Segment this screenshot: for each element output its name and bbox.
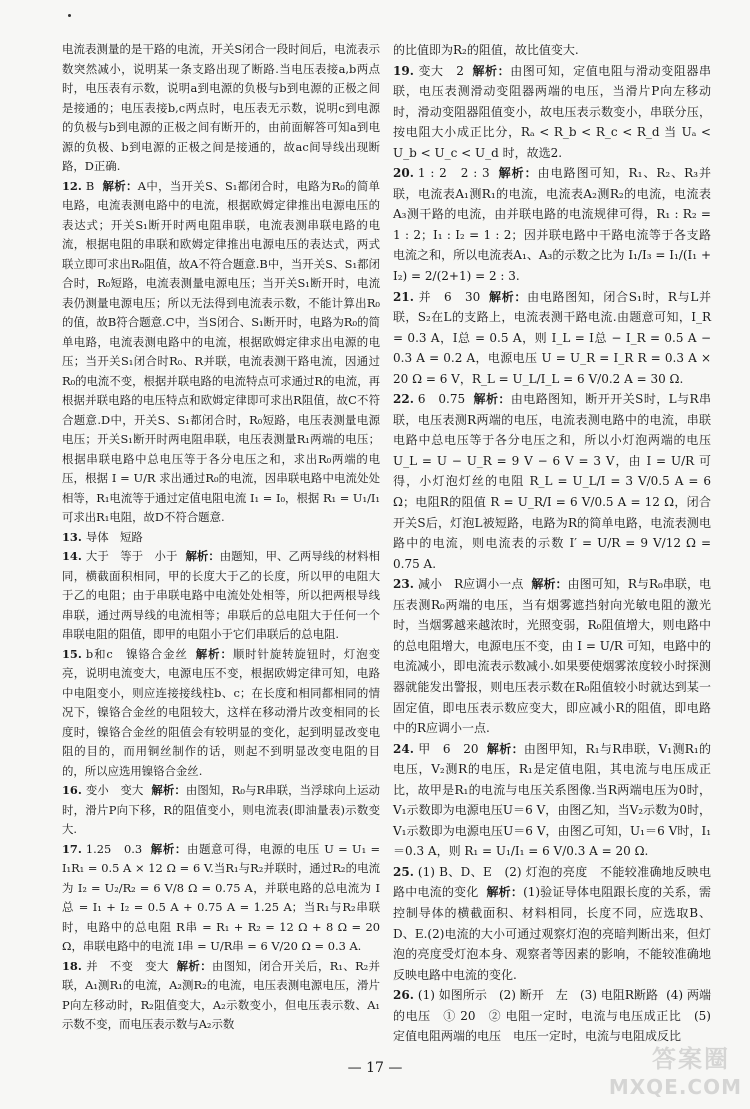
left-items: [62, 177, 380, 1035]
item-answer: 并 6 30: [417, 289, 481, 304]
analysis-label: 解析：: [176, 958, 212, 973]
analysis-label: 解析：: [151, 783, 186, 797]
item-number: 18.: [62, 958, 82, 973]
analysis-text: A中，当开关S、S₁都闭合时，电路为R₀的简单电路，电流表测电路中的电流，根据欧姆定律推出电源电压的表达式；开关S₁断开时两电阻串联，电流表测串联电路的电流，根据电阻的串联和欧姆定律推出电源电压的表达式，两式联立即可求出R₀阻值，故A不符合题意.B中，当开关S、S₁都闭合时，R₀短路，电流表测量电源电压；当开关S₁断开时，电流表仍测量电源电压；所以无法得到电流表示数，不能计算出R₀的值，故B符合题意.C中，当S闭合、S₁断开时，电路为R₀的简单电路，电流表测电路中的电流，根据欧姆定律求出电源的电压；当开关S₁闭合时R₀、R并联，电流表测干路电流，因通过R₀的电流不变，根据并联电路的电流特点可求通过R的电流，再根据并联电路的电压特点和欧姆定律即可求出R阻值，故C不符合题意.D中，开关S、S₁都闭合时，R₀短路，电压表测量电源电压；开关S₁断开时两电阻串联，电压表测量R₁两端的电压；根据串联电路中总电压等于各分电压之和，求出R₀两端的电压，根据 I = U/R 求出通过R₀的电流，因串联电路中电流处处相等，R₁电流等于通过定值电阻电流 I₁ = I₀，根据 R₁ = U₁/I₁ 可求出R₁电阻，故D不符合题意.: [62, 178, 380, 524]
answer-item: [393, 739, 711, 862]
item-answer: 变大 2: [417, 63, 464, 78]
analysis-label: 解析：: [150, 841, 188, 856]
answer-item: [62, 528, 380, 548]
page-number: — 17 —: [347, 1060, 403, 1076]
item-number: 17.: [62, 841, 82, 856]
analysis-text: (4) 两端的电压 ① 20 ② 电阻一定时，电流与电压成正比 (5) 定值电阻两端的电压 电压一定时，电流与电阻成反比: [393, 988, 711, 1044]
item-number: 20.: [393, 166, 414, 181]
answer-item: [393, 574, 711, 738]
item-answer: b和c 镍铬合金丝: [85, 646, 188, 661]
analysis-text: 由电路图知，断开开关S时，L与R串联，电压表测R两端的电压，电流表测电路中的电流，串联电路中总电压等于各分电压之和，所以小灯泡两端的电压 U_L = U − U_R = 9 V − 6 V = 3 V，由 I = U/R 可得，小灯泡灯丝的电阻 R_L = U_L/I = 3 V/0.5 A = 6 Ω；电阻R的阻值 R = U_R/I = 6 V/0.5 A = 12 Ω，闭合开关S后，灯泡L被短路，电路为R的简单电路，电流表测电路中的电流，则电流表的示数 I′ = U/R = 9 V/12 Ω = 0.75 A.: [393, 392, 711, 571]
answer-item: [393, 163, 711, 286]
watermark-bottom: MXQE.COM: [608, 1075, 742, 1099]
analysis-label: 解析：: [488, 289, 528, 304]
analysis-text: 由图可知，定值电阻与滑动变阻器串联，电压表测滑动变阻器两端的电压，当滑片P向左移动时，滑动变阻器阻值变小，故电压表示数变小，串联分压，按电阻大小成正比分，Rₐ < R_b < R_c < R_d 当 Uₐ < U_b < U_c < U_d 时，故选2.: [393, 63, 711, 160]
item-number: 13.: [62, 529, 82, 544]
item-number: 14.: [62, 549, 82, 563]
left-column: [62, 40, 380, 1035]
item-answer: 变小 变大: [85, 783, 144, 797]
page-dot: [68, 14, 71, 17]
item-answer: 甲 6 20: [417, 741, 479, 756]
analysis-label: 解析：: [486, 741, 524, 756]
item-answer: 并 不变 变大: [85, 958, 169, 973]
left-continuation: 电流表测量的是干路的电流，开关S闭合一段时间后，电流表示数突然减小，说明某一条支路出现了断路.当电压表接a,b两点时，电压表有示数，说明a到电源的负极与b到电源的正极之间是接通的；电压表接b,c两点时，电压表无示数，说明c到电源的负极与b到电源的正极之间有断开的，由前面解答可知a到电源的负极、b到电源的正极之间是接通的，故ac间导线出现断路，D正确.: [62, 42, 380, 173]
item-number: 15.: [62, 646, 82, 661]
analysis-label: 解析：: [471, 63, 511, 78]
analysis-label: 解析：: [195, 646, 233, 661]
item-number: 22.: [393, 392, 414, 407]
answer-item: [393, 287, 711, 390]
analysis-text: 由电路图可知，R₁、R₂、R₃并联，电流表A₁测R₁的电流，电流表A₂测R₂的电流，电流表A₃测干路的电流，由并联电路的电流规律可得，R₁ : R₂ = 1 : 2；I₁ : I₂ = 1 : 2；因并联电路中干路电流等于各支路电流之和，所以电流表A₁、A₃的示数之比为 I₁/I₃ = I₁/(I₁ + I₂) = 2/(2+1) = 2 : 3.: [393, 166, 711, 284]
analysis-label: 解析：: [185, 549, 220, 563]
analysis-text: 由图知，闭合开关后，R₁、R₂并联，A₁测R₁的电流，A₂测R₂的电流，电压表测电源电压，滑片P向左移动时，R₂阻值变大，A₂示数变小，但电压表示数、A₁示数不变，而电压表示数与A₂示数: [62, 958, 380, 1031]
answer-item: [62, 957, 380, 1035]
analysis-text: 由图甲知，R₁与R串联，V₁测R₁的电压，V₂测R的电压，R₁是定值电阻，其电流与电压成正比，故甲是R₁的电流与电压关系图像.当R两端电压为0时，V₁示数即为电源电压U＝6 V，由图乙知，当V₂示数为0时，V₁示数即为电源电压U＝6 V，由图乙可知，U₁＝6 V时，I₁＝0.3 A，则 R₁ = U₁/I₁ = 6 V/0.3 A = 20 Ω.: [393, 741, 711, 859]
answer-item: [62, 177, 380, 528]
item-number: 26.: [393, 988, 414, 1003]
watermark-logo: [572, 1039, 742, 1099]
item-answer: (1) 如图所示 (2) 断开 左 (3) 电阻R断路: [417, 988, 659, 1003]
item-number: 23.: [393, 577, 414, 592]
analysis-text: 由电路图知，闭合S₁时，R与L并联，S₂在L的支路上，电流表测干路电流.由题意可知，I_R = 0.3 A，I总 = 0.5 A，则 I_L = I总 − I_R = 0.5 A − 0.3 A = 0.2 A，电源电压 U = U_R = I_R R = 0.3 A × 20 Ω = 6 V，R_L = U_L/I_L = 6 V/0.2 A = 30 Ω.: [393, 289, 711, 386]
item-answer: (1) B、D、E (2) 灯泡的亮度 不能较准确地反映电路中电流的变化: [393, 864, 711, 900]
answer-item: [62, 781, 380, 840]
analysis-label: 解析：: [473, 392, 511, 407]
right-items: [393, 61, 711, 1047]
analysis-label: 解析：: [531, 577, 568, 592]
analysis-label: 解析：: [102, 178, 138, 193]
item-answer: 导体 短路: [85, 529, 143, 544]
answer-item: [393, 61, 711, 164]
analysis-text: 由题意可得，电源的电压 U = U₁ = I₁R₁ = 0.5 A × 12 Ω = 6 V.当R₁与R₂并联时，通过R₂的电流为 I₂ = U₂/R₂ = 6 V/8 Ω = 0.75 A，并联电路的总电流为 I总 = I₁ + I₂ = 0.5 A + 0.75 A = 1.25 A；当R₁与R₂串联时，电路中的总电阻 R串 = R₁ + R₂ = 12 Ω + 8 Ω = 20 Ω，串联电路中的电流 I串 = U/R串 = 6 V/20 Ω = 0.3 A.: [62, 841, 380, 953]
answer-item: [393, 862, 711, 985]
watermark-top: 答案圈: [652, 1045, 730, 1073]
item-number: 16.: [62, 783, 82, 797]
analysis-label: 解析：: [486, 885, 524, 900]
item-number: 12.: [62, 178, 82, 193]
item-number: 25.: [393, 864, 414, 879]
right-continuation: 的比值即为R₂的阻值，故比值变大.: [393, 43, 579, 57]
analysis-text: 由题知，甲、乙两导线的材料相同，横截面积相同，甲的长度大于乙的长度，所以甲的电阻大于乙的电阻；由于串联电路中电流处处相等，所以把两根导线串联，通过两导线的电流相等；串联后的总电阻大于任何一个串联电阻的阻值，即甲的电阻小于它们串联后的总电阻.: [62, 549, 380, 641]
item-answer: 大于 等于 小于: [85, 549, 178, 563]
answer-item: [62, 645, 380, 782]
analysis-label: 解析：: [497, 166, 538, 181]
item-number: 19.: [393, 63, 414, 78]
analysis-text: 由图可知，R与R₀串联，电压表测R₀两端的电压，当有烟雾遮挡射向光敏电阻的激光时，当烟雾越来越浓时，光照变弱，R₀阻值增大，则电路中的总电阻增大，电源电压不变，由 I = U/R 可知，电路中的电流减小，即电流表示数减小.如果要使烟雾浓度较小时探测器就能发出警报，则电压表示数在R₀阻值较小时就达到某一固定值，即电压表示数应变大，即应减小R的阻值，即电路中的R应调小一点.: [393, 577, 711, 736]
item-number: 24.: [393, 741, 414, 756]
analysis-text: 由图知，R₀与R串联，当浮球向上运动时，滑片P向下移，R的阻值变小，则电流表(即油量表)示数变大.: [62, 783, 380, 836]
item-answer: 1 : 2 2 : 3: [417, 166, 490, 181]
right-column: [393, 40, 711, 1047]
item-number: 21.: [393, 289, 414, 304]
item-answer: 6 0.75: [417, 392, 466, 407]
answer-item: [393, 389, 711, 574]
item-answer: B: [85, 178, 95, 193]
analysis-text: 顺时针旋转旋钮时，灯泡变亮，说明电流变大，电源电压不变，根据欧姆定律可知，电路中电阻变小，则应连接接线柱b、c；在长度和相同都相同的情况下，镍铬合金丝的电阻较大，这样在移动滑片改变相同的长度时，镍铬合金丝的阻值会有较明显的变化，起到明显改变电阻的目的，而用铜丝制作的话，则起不到明显改变电阻的目的，所以应选用镍铬合金丝.: [62, 646, 380, 778]
answer-item: [62, 547, 380, 645]
answer-item: [393, 985, 711, 1047]
item-answer: 1.25 0.3: [85, 841, 143, 856]
analysis-text: (1)验证导体电阻跟长度的关系，需控制导体的横截面积、材料相同，长度不同，应选取B、D、E.(2)电流的大小可通过观察灯泡的亮暗判断出来，但灯泡的亮度受灯泡本身、观察者等因素的影响，不能较准确地反映电路中电流的变化.: [393, 885, 711, 982]
item-answer: 减小 R应调小一点: [417, 577, 524, 592]
answer-item: [62, 840, 380, 957]
